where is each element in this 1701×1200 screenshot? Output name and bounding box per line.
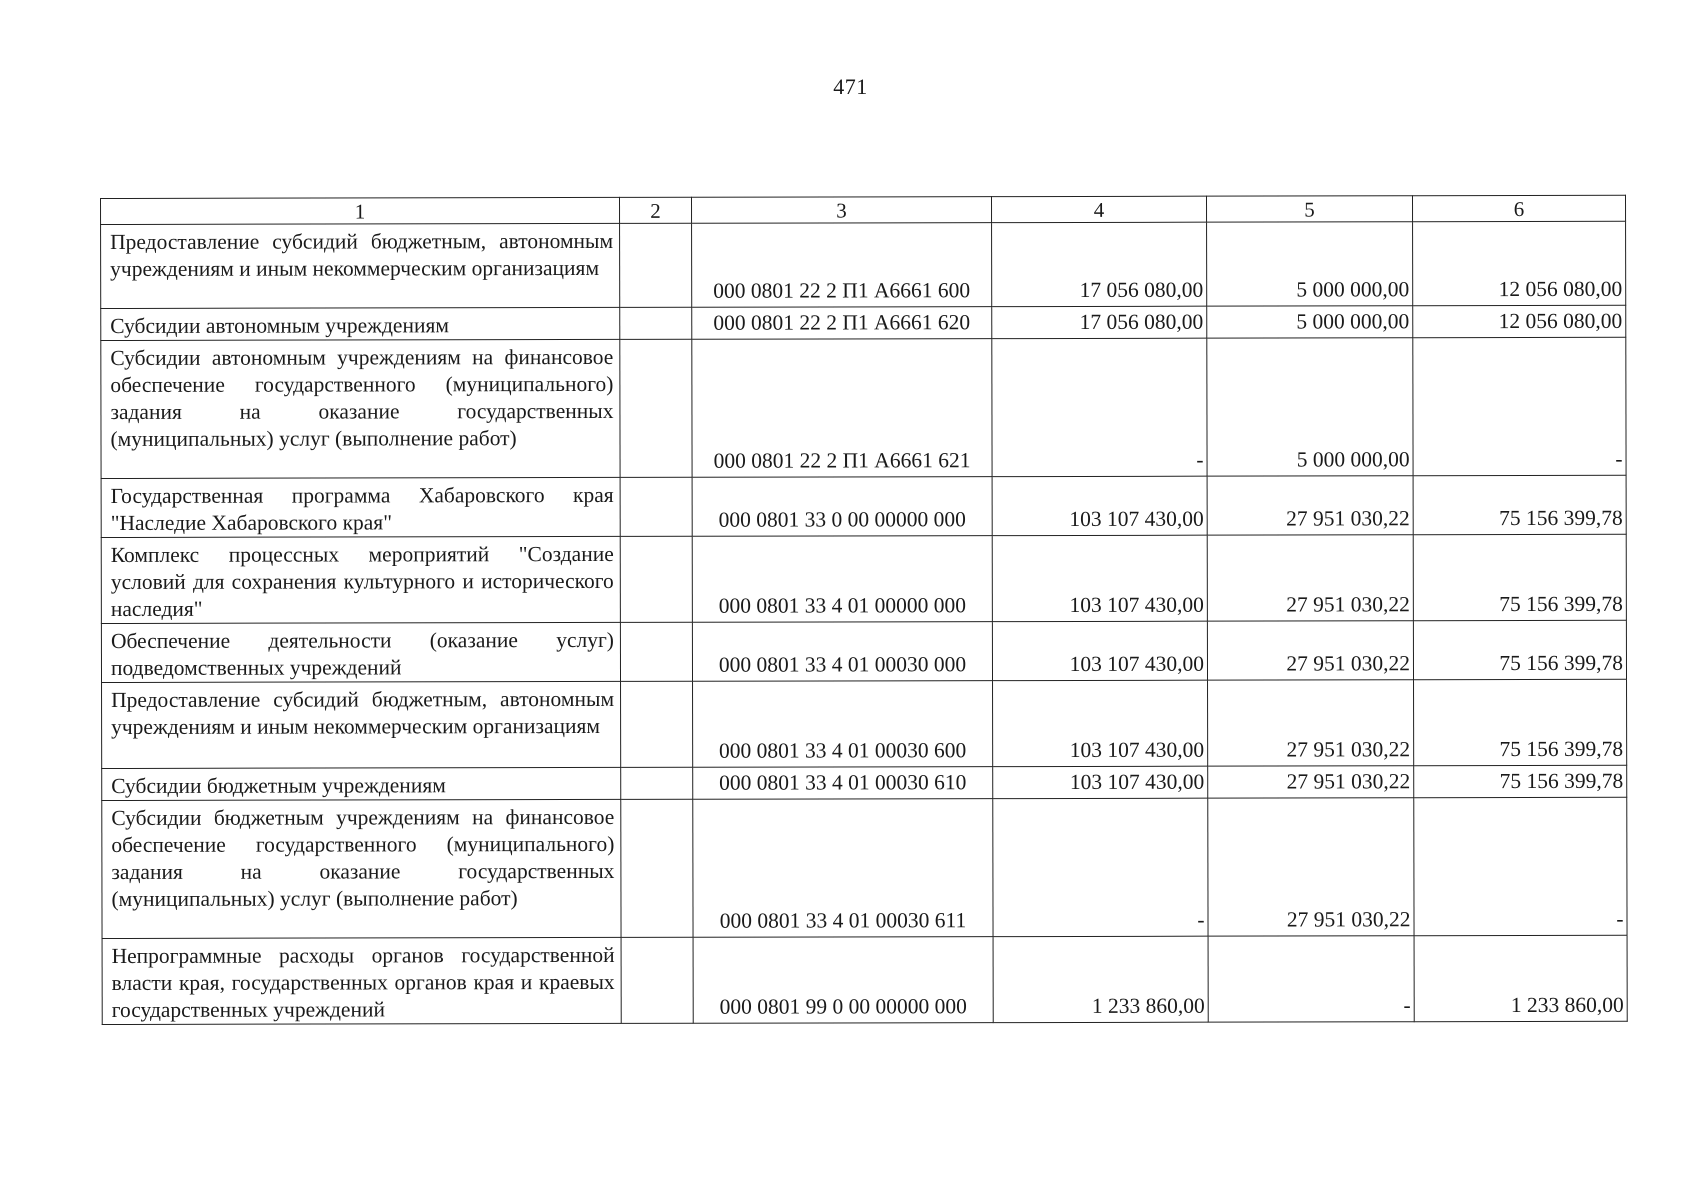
table-row: [101, 221, 1626, 308]
row-code: 000 0801 22 2 П1 А6661 620: [692, 307, 992, 340]
row-code: 000 0801 99 0 00 00000 000: [693, 937, 993, 1024]
row-col6: 12 056 080,00: [1413, 305, 1626, 337]
row-col2: [621, 937, 693, 1023]
row-col4: -: [992, 338, 1207, 476]
table-row: [102, 679, 1627, 768]
header-col-1: 1: [101, 197, 620, 224]
budget-table-wrapper: [100, 195, 1627, 1025]
row-col4: 103 107 430,00: [992, 535, 1207, 621]
table-row: [101, 534, 1626, 623]
row-code: 000 0801 33 4 01 00030 611: [693, 799, 993, 938]
row-code: 000 0801 33 4 01 00030 000: [692, 622, 992, 682]
row-col2: [620, 339, 692, 477]
row-col2: [620, 536, 692, 622]
row-col5: 27 951 030,22: [1208, 798, 1414, 936]
row-col2: [620, 223, 692, 307]
header-col-5: 5: [1206, 196, 1412, 222]
row-col4: 17 056 080,00: [992, 306, 1207, 338]
row-name: Субсидии автономным учреждениям: [101, 307, 620, 340]
row-col5: 27 951 030,22: [1207, 621, 1413, 680]
row-col6: 75 156 399,78: [1414, 679, 1627, 765]
row-code: 000 0801 33 0 00 00000 000: [692, 477, 992, 537]
row-col4: -: [993, 798, 1208, 936]
table-row: [101, 337, 1626, 478]
row-col2: [620, 307, 692, 339]
row-col6: 1 233 860,00: [1414, 935, 1627, 1021]
table-body: [101, 221, 1628, 1024]
row-col5: 27 951 030,22: [1208, 680, 1414, 766]
row-col6: 12 056 080,00: [1413, 221, 1626, 305]
row-name: Комплекс процессных мероприятий "Создание условий для сохранения культурного и исторического наследия": [101, 536, 620, 623]
row-col5: 5 000 000,00: [1207, 222, 1413, 306]
row-col4: 17 056 080,00: [992, 222, 1207, 306]
row-col4: 1 233 860,00: [993, 936, 1208, 1022]
header-row: [101, 195, 1626, 224]
row-col2: [620, 477, 692, 536]
row-col4: 103 107 430,00: [993, 766, 1208, 798]
header-col-6: 6: [1412, 195, 1625, 221]
row-col4: 103 107 430,00: [992, 476, 1207, 535]
table-row: [102, 765, 1627, 800]
row-code: 000 0801 33 4 01 00000 000: [692, 536, 992, 623]
row-name: Государственная программа Хабаровского края "Наследие Хабаровского края": [101, 477, 620, 537]
row-col6: -: [1413, 337, 1626, 475]
row-name: Субсидии бюджетным учреждениям: [102, 767, 621, 800]
row-name: Субсидии бюджетным учреждениям на финансовое обеспечение государственного (муниципального) задания на оказание государственных (муниципальных) услуг (выполнение работ): [102, 799, 621, 938]
row-col2: [621, 681, 693, 767]
table-row: [101, 475, 1626, 537]
row-name: Непрограммные расходы органов государственной власти края, государственных органов края и краевых государственных учреждений: [102, 937, 621, 1024]
row-code: 000 0801 33 4 01 00030 600: [693, 681, 993, 768]
row-col2: [621, 767, 693, 799]
row-col4: 103 107 430,00: [993, 680, 1208, 766]
row-col2: [621, 799, 693, 937]
row-name: Субсидии автономным учреждениям на финансовое обеспечение государственного (муниципального) задания на оказание государственных (муниципальных) услуг (выполнение работ): [101, 339, 620, 478]
table-row: [101, 620, 1626, 682]
row-code: 000 0801 22 2 П1 А6661 600: [692, 223, 992, 308]
header-col-3: 3: [691, 197, 991, 224]
row-col5: 27 951 030,22: [1208, 766, 1414, 798]
table-row: [101, 305, 1626, 340]
row-col5: 27 951 030,22: [1207, 535, 1413, 621]
row-col6: 75 156 399,78: [1414, 765, 1627, 797]
row-code: 000 0801 22 2 П1 А6661 621: [692, 339, 992, 478]
header-col-2: 2: [619, 197, 691, 223]
row-col2: [620, 622, 692, 681]
row-col6: -: [1414, 797, 1627, 935]
table-row: [102, 797, 1627, 938]
row-code: 000 0801 33 4 01 00030 610: [693, 767, 993, 800]
row-name: Предоставление субсидий бюджетным, автономным учреждениям и иным некоммерческим организациям: [101, 223, 620, 308]
row-col5: -: [1208, 936, 1414, 1022]
row-col5: 5 000 000,00: [1207, 338, 1413, 476]
row-col6: 75 156 399,78: [1413, 620, 1626, 679]
page-number: 471: [833, 74, 868, 99]
row-col6: 75 156 399,78: [1413, 534, 1626, 620]
row-name: Предоставление субсидий бюджетным, автономным учреждениям и иным некоммерческим организациям: [102, 681, 621, 768]
row-col5: 5 000 000,00: [1207, 306, 1413, 338]
header-col-4: 4: [991, 196, 1206, 222]
budget-table: [100, 195, 1628, 1025]
row-col6: 75 156 399,78: [1413, 475, 1626, 534]
row-col5: 27 951 030,22: [1207, 476, 1413, 535]
row-col4: 103 107 430,00: [992, 621, 1207, 680]
row-name: Обеспечение деятельности (оказание услуг) подведомственных учреждений: [101, 622, 620, 682]
table-row: [102, 935, 1627, 1024]
